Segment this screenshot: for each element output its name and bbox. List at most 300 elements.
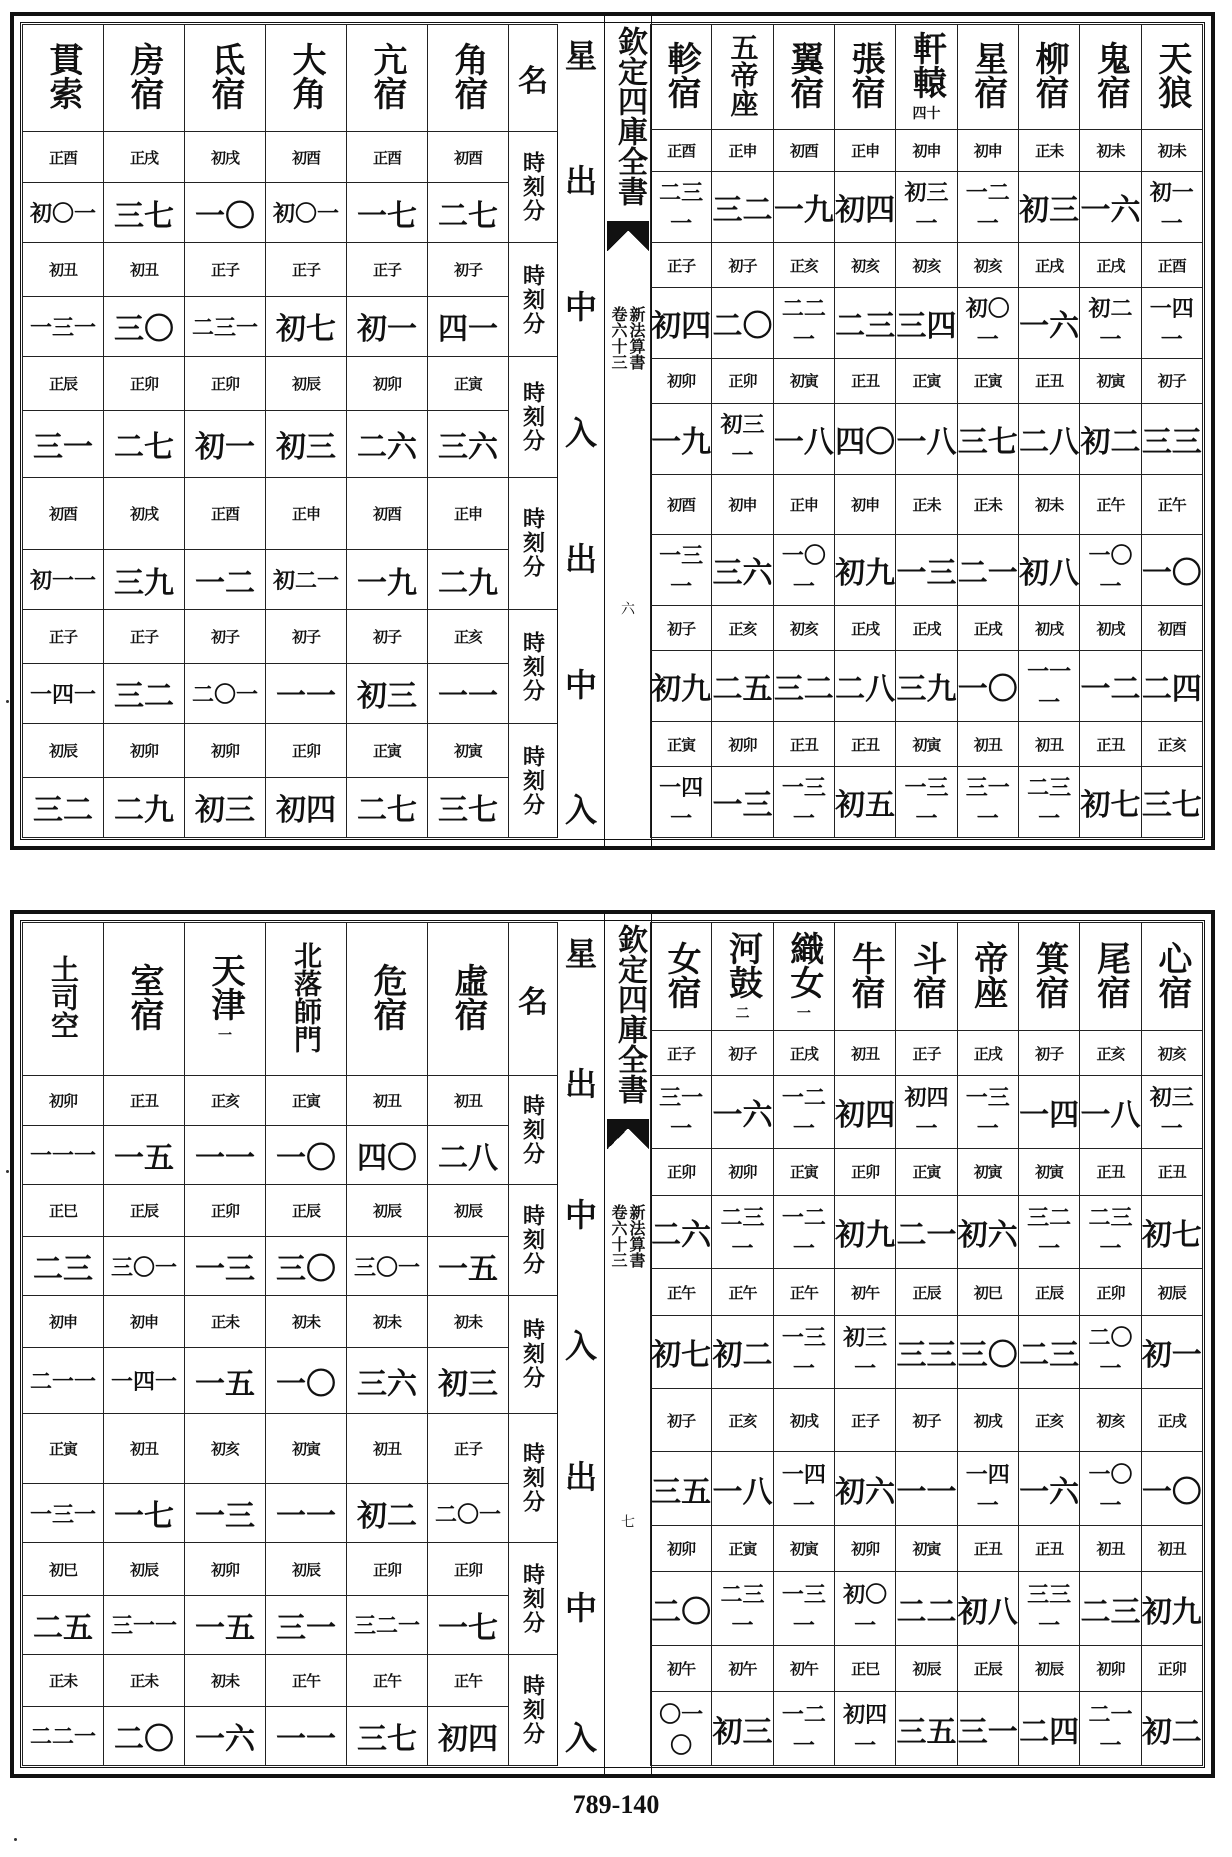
- unit-label: 時刻分: [509, 357, 558, 478]
- unit-label: 時刻分: [509, 1184, 558, 1295]
- table-row: [651, 243, 1203, 288]
- value-cell: 初二一: [1080, 288, 1141, 359]
- phase-lower-2: 入: [564, 791, 597, 830]
- star-name: [266, 25, 347, 132]
- branch-cell: 正子: [834, 1389, 895, 1452]
- table-row: [651, 1269, 1203, 1316]
- value-cell: 三〇: [266, 1237, 347, 1296]
- branch-cell: 正亥: [1141, 722, 1202, 767]
- table-row: [651, 172, 1203, 243]
- star-name: [428, 25, 509, 132]
- branch-cell: 正戌: [896, 606, 957, 651]
- table-row: [23, 477, 605, 549]
- value-cell: 四〇: [834, 403, 895, 474]
- branch-cell: 初卯: [834, 1525, 895, 1572]
- star-name: [1141, 923, 1202, 1031]
- table-row: [23, 357, 605, 411]
- branch-cell: 正卯: [185, 357, 266, 411]
- value-cell: 初四: [428, 1706, 509, 1765]
- branch-cell: 初申: [896, 129, 957, 172]
- branch-cell: 初辰: [428, 1184, 509, 1236]
- value-cell: 一三: [896, 535, 957, 606]
- value-cell: 一九: [773, 172, 834, 243]
- branch-cell: 正丑: [773, 722, 834, 767]
- table-row: [651, 1389, 1203, 1452]
- branch-cell: 初午: [651, 1645, 712, 1692]
- branch-cell: 初酉: [1141, 606, 1202, 651]
- value-cell: 初三: [712, 1692, 773, 1766]
- branch-cell: 正子: [23, 610, 104, 664]
- branch-cell: 初亥: [1080, 1389, 1141, 1452]
- phase-upper-0: 出: [564, 162, 597, 201]
- star-name-text: 牛宿: [845, 940, 886, 1009]
- value-cell: 初九: [834, 535, 895, 606]
- branch-cell: 正未: [1018, 129, 1079, 172]
- value-cell: 三五: [651, 1452, 712, 1525]
- unit-label: 時刻分: [509, 610, 558, 724]
- star-header: 星: [564, 934, 597, 973]
- value-cell: 一〇: [185, 183, 266, 243]
- value-cell: 一二: [185, 549, 266, 609]
- unit-label: 時刻分: [509, 1076, 558, 1185]
- branch-cell: 初寅: [1080, 358, 1141, 403]
- branch-cell: 初辰: [266, 1543, 347, 1595]
- table-row: [651, 767, 1203, 838]
- value-cell: 二八: [428, 1125, 509, 1184]
- branch-cell: 正子: [651, 243, 712, 288]
- table-row: [651, 923, 1203, 1031]
- unit-label: 時刻分: [509, 1296, 558, 1414]
- top-right-half: [650, 16, 1211, 846]
- branch-cell: 正午: [651, 1269, 712, 1316]
- branch-cell: 初辰: [1141, 1269, 1202, 1316]
- unit-label: 時刻分: [509, 1654, 558, 1765]
- unit-label: 時刻分: [509, 477, 558, 610]
- value-cell: 一〇一: [773, 535, 834, 606]
- branch-cell: 正寅: [23, 1413, 104, 1484]
- table-row: [23, 1654, 605, 1706]
- value-cell: 初二一: [266, 549, 347, 609]
- branch-cell: 初丑: [104, 243, 185, 297]
- value-cell: 三一: [266, 1595, 347, 1654]
- phase-column: [558, 25, 605, 838]
- branch-cell: 初巳: [957, 1269, 1018, 1316]
- value-cell: 初〇一: [834, 1572, 895, 1645]
- value-cell: 四一: [428, 296, 509, 356]
- table-row: [651, 474, 1203, 535]
- value-cell: 初二: [1080, 403, 1141, 474]
- top-margin-book: 新法算書: [627, 306, 646, 370]
- bottom-right-half: [650, 914, 1211, 1774]
- star-magnitude: 二: [735, 1005, 750, 1022]
- top-margin-title: 欽定四庫全書: [612, 26, 647, 206]
- bottom-page: [10, 910, 1215, 1778]
- star-name: [185, 25, 266, 132]
- branch-cell: 正子: [651, 1031, 712, 1075]
- value-cell: 二〇一: [428, 1484, 509, 1543]
- branch-cell: 正丑: [104, 1076, 185, 1126]
- branch-cell: 正子: [266, 243, 347, 297]
- phase-lower-0: 出: [564, 539, 597, 578]
- star-name-text: 氐宿: [205, 42, 245, 111]
- star-magnitude: 一: [218, 1028, 232, 1045]
- branch-cell: 初卯: [1080, 1645, 1141, 1692]
- value-cell: 三一一: [104, 1595, 185, 1654]
- value-cell: 二七: [104, 410, 185, 477]
- value-cell: 初三: [185, 777, 266, 837]
- value-cell: 一二一: [773, 1195, 834, 1268]
- branch-cell: 正丑: [1018, 358, 1079, 403]
- branch-cell: 初酉: [23, 477, 104, 549]
- value-cell: 一六: [1018, 1452, 1079, 1525]
- value-cell: 一三一: [23, 1484, 104, 1543]
- unit-label: 時刻分: [509, 1413, 558, 1543]
- bottom-fishtail-icon: [607, 1119, 649, 1149]
- value-cell: 一五: [104, 1125, 185, 1184]
- value-cell: 一六: [1080, 172, 1141, 243]
- value-cell: 三二: [23, 777, 104, 837]
- branch-cell: 初子: [1141, 358, 1202, 403]
- bottom-right-table: [650, 922, 1203, 1766]
- star-name-text: 女宿: [661, 940, 702, 1009]
- value-cell: 初一: [347, 296, 428, 356]
- value-cell: 〇一〇: [651, 1692, 712, 1766]
- value-cell: 初一一: [1141, 172, 1202, 243]
- star-name-text: 房宿: [124, 42, 164, 111]
- branch-cell: 初未: [185, 1654, 266, 1706]
- value-cell: 初四: [266, 777, 347, 837]
- table-row: [23, 132, 605, 183]
- stray-mark: [6, 700, 9, 703]
- branch-cell: 正卯: [1141, 1645, 1202, 1692]
- phase-upper-1: 中: [564, 288, 597, 327]
- star-name: [428, 923, 509, 1076]
- value-cell: 三六: [428, 410, 509, 477]
- value-cell: 初六: [957, 1195, 1018, 1268]
- value-cell: 初三: [428, 1348, 509, 1413]
- branch-cell: 初丑: [23, 243, 104, 297]
- branch-cell: 正卯: [185, 1184, 266, 1236]
- value-cell: 二七: [347, 777, 428, 837]
- star-name: [957, 25, 1018, 130]
- table-row: [23, 724, 605, 778]
- value-cell: 三一: [957, 1692, 1018, 1766]
- branch-cell: 正戌: [1018, 243, 1079, 288]
- value-cell: 一三一: [773, 767, 834, 838]
- branch-cell: 正巳: [23, 1184, 104, 1236]
- branch-cell: 正丑: [834, 722, 895, 767]
- value-cell: 一八: [896, 403, 957, 474]
- star-name-text: 河鼓: [722, 930, 763, 999]
- value-cell: 初二: [347, 1484, 428, 1543]
- star-name-text: 柳宿: [1029, 40, 1070, 109]
- branch-cell: 正亥: [1080, 1031, 1141, 1075]
- branch-cell: 初午: [712, 1645, 773, 1692]
- value-cell: 初四一: [834, 1692, 895, 1766]
- value-cell: 一三一: [651, 535, 712, 606]
- branch-cell: 初戌: [1018, 606, 1079, 651]
- branch-cell: 正丑: [1018, 1525, 1079, 1572]
- branch-cell: 初寅: [896, 1525, 957, 1572]
- value-cell: 三九: [896, 651, 957, 722]
- phase-upper-2: 入: [564, 413, 597, 452]
- value-cell: 二九: [428, 549, 509, 609]
- value-cell: 二〇: [651, 1572, 712, 1645]
- value-cell: 二五: [712, 651, 773, 722]
- value-cell: 初七: [266, 296, 347, 356]
- branch-cell: 初丑: [1141, 1525, 1202, 1572]
- branch-cell: 正丑: [1141, 1149, 1202, 1196]
- value-cell: 一三一: [957, 1075, 1018, 1148]
- value-cell: 二三: [23, 1237, 104, 1296]
- value-cell: 一一: [185, 1125, 266, 1184]
- table-row: [23, 25, 605, 132]
- bottom-margin-book: 新法算書: [627, 1204, 646, 1268]
- branch-cell: 正亥: [428, 610, 509, 664]
- branch-cell: 初卯: [651, 1525, 712, 1572]
- value-cell: 二八: [834, 651, 895, 722]
- value-cell: 二三一: [185, 296, 266, 356]
- bottom-margin-volume: 卷六十三: [609, 1204, 628, 1268]
- star-name: [651, 25, 712, 130]
- star-name: [1018, 923, 1079, 1031]
- branch-cell: 正午: [1141, 474, 1202, 535]
- value-cell: 三二: [712, 172, 773, 243]
- star-name-text: 軒轅: [906, 30, 947, 99]
- branch-cell: 正午: [773, 1269, 834, 1316]
- branch-cell: 正申: [266, 477, 347, 549]
- branch-cell: 初亥: [1141, 1031, 1202, 1075]
- value-cell: 初三一: [1141, 1075, 1202, 1148]
- value-cell: 初二: [712, 1315, 773, 1388]
- branch-cell: 初戌: [1080, 606, 1141, 651]
- branch-cell: 初寅: [773, 1525, 834, 1572]
- value-cell: 三〇一: [347, 1237, 428, 1296]
- table-row: [651, 1645, 1203, 1692]
- branch-cell: 初午: [834, 1269, 895, 1316]
- branch-cell: 正亥: [773, 243, 834, 288]
- branch-cell: 正未: [896, 474, 957, 535]
- value-cell: 二八: [1018, 403, 1079, 474]
- branch-cell: 正酉: [651, 129, 712, 172]
- phase-column: [558, 923, 605, 1766]
- value-cell: 初九: [651, 651, 712, 722]
- value-cell: 一〇: [1141, 1452, 1202, 1525]
- value-cell: 初八: [1018, 535, 1079, 606]
- value-cell: 一四一: [651, 767, 712, 838]
- branch-cell: 正酉: [347, 132, 428, 183]
- value-cell: 初三一: [834, 1315, 895, 1388]
- value-cell: 三七: [428, 777, 509, 837]
- value-cell: 一〇一: [1080, 1452, 1141, 1525]
- value-cell: 三二: [104, 663, 185, 723]
- value-cell: 二六: [347, 410, 428, 477]
- star-name-text: 天津: [205, 953, 245, 1022]
- value-cell: 一八: [712, 1452, 773, 1525]
- star-name: [651, 923, 712, 1031]
- star-name: [712, 923, 773, 1031]
- branch-cell: 初酉: [347, 477, 428, 549]
- top-left-half: [14, 16, 604, 846]
- star-name-text: 斗宿: [906, 940, 947, 1009]
- branch-cell: 初未: [428, 1296, 509, 1348]
- value-cell: 三五: [896, 1692, 957, 1766]
- branch-cell: 初未: [1080, 129, 1141, 172]
- value-cell: 二三一: [712, 1572, 773, 1645]
- value-cell: 初七: [1141, 1195, 1202, 1268]
- branch-cell: 正寅: [957, 358, 1018, 403]
- value-cell: 一三: [712, 767, 773, 838]
- value-cell: 二三: [834, 288, 895, 359]
- branch-cell: 正戌: [957, 606, 1018, 651]
- value-cell: 一五: [185, 1595, 266, 1654]
- value-cell: 一一: [266, 663, 347, 723]
- value-cell: 三三: [1141, 403, 1202, 474]
- value-cell: 二四: [1018, 1692, 1079, 1766]
- star-name: [347, 923, 428, 1076]
- star-name-text: 星宿: [967, 40, 1008, 109]
- value-cell: 初四: [651, 288, 712, 359]
- table-row: [651, 1149, 1203, 1196]
- star-name-text: 土司空: [47, 955, 80, 1040]
- value-cell: 三〇一: [104, 1237, 185, 1296]
- table-row: [651, 535, 1203, 606]
- value-cell: 一〇: [957, 651, 1018, 722]
- branch-cell: 正卯: [712, 358, 773, 403]
- branch-cell: 正寅: [896, 358, 957, 403]
- value-cell: 一四一: [773, 1452, 834, 1525]
- bottom-left-table: [22, 922, 604, 1766]
- value-cell: 三二一: [347, 1595, 428, 1654]
- star-name: [896, 923, 957, 1031]
- value-cell: 一三一: [896, 767, 957, 838]
- branch-cell: 正未: [23, 1654, 104, 1706]
- value-cell: 三七: [1141, 767, 1202, 838]
- value-cell: 三七: [957, 403, 1018, 474]
- name-header: 名: [509, 25, 558, 132]
- branch-cell: 正戌: [1080, 243, 1141, 288]
- branch-cell: 正丑: [1080, 1149, 1141, 1196]
- value-cell: 初二: [1141, 1692, 1202, 1766]
- value-cell: 初〇一: [957, 288, 1018, 359]
- value-cell: 二一: [896, 1195, 957, 1268]
- star-name: [896, 25, 957, 130]
- branch-cell: 初辰: [896, 1645, 957, 1692]
- star-name-text: 五帝座: [726, 32, 760, 117]
- branch-cell: 正午: [428, 1654, 509, 1706]
- table-row: [651, 651, 1203, 722]
- branch-cell: 初丑: [957, 722, 1018, 767]
- branch-cell: 初子: [712, 1031, 773, 1075]
- branch-cell: 初戌: [957, 1389, 1018, 1452]
- branch-cell: 初寅: [1018, 1149, 1079, 1196]
- branch-cell: 正未: [185, 1296, 266, 1348]
- star-name-text: 尾宿: [1090, 940, 1131, 1009]
- branch-cell: 正酉: [1141, 243, 1202, 288]
- stray-mark: [14, 1838, 17, 1841]
- branch-cell: 初卯: [23, 1076, 104, 1126]
- star-name-text: 大角: [286, 42, 326, 111]
- table-row: [651, 1692, 1203, 1766]
- value-cell: 一四一: [23, 663, 104, 723]
- value-cell: 一四一: [104, 1348, 185, 1413]
- table-row: [23, 923, 605, 1076]
- star-name: [1080, 25, 1141, 130]
- branch-cell: 初辰: [104, 1543, 185, 1595]
- branch-cell: 初子: [896, 1389, 957, 1452]
- value-cell: 初三: [1018, 172, 1079, 243]
- branch-cell: 初子: [651, 1389, 712, 1452]
- value-cell: 一一: [428, 663, 509, 723]
- branch-cell: 正戌: [957, 1031, 1018, 1075]
- value-cell: 一二一: [773, 1692, 834, 1766]
- table-row: [651, 1452, 1203, 1525]
- table-row: [651, 1525, 1203, 1572]
- value-cell: 初三: [266, 410, 347, 477]
- star-name-text: 鬼宿: [1090, 40, 1131, 109]
- value-cell: 初三: [347, 663, 428, 723]
- top-margin-page-number: 六: [619, 601, 635, 615]
- value-cell: 三七: [347, 1706, 428, 1765]
- branch-cell: 初寅: [428, 724, 509, 778]
- table-row: [651, 1195, 1203, 1268]
- branch-cell: 正申: [428, 477, 509, 549]
- branch-cell: 正子: [185, 243, 266, 297]
- value-cell: 初八: [957, 1572, 1018, 1645]
- value-cell: 一一一: [1018, 651, 1079, 722]
- branch-cell: 正辰: [1018, 1269, 1079, 1316]
- bottom-margin-subtitle: [609, 1204, 645, 1268]
- value-cell: 三七: [104, 183, 185, 243]
- value-cell: 初七: [651, 1315, 712, 1388]
- branch-cell: 初未: [1018, 474, 1079, 535]
- branch-cell: 初酉: [428, 132, 509, 183]
- value-cell: 三六: [347, 1348, 428, 1413]
- branch-cell: 初子: [1018, 1031, 1079, 1075]
- star-name-text: 亢宿: [367, 42, 407, 111]
- value-cell: 三九: [104, 549, 185, 609]
- branch-cell: 初子: [651, 606, 712, 651]
- star-name-text: 危宿: [367, 963, 407, 1032]
- name-header: 名: [509, 923, 558, 1076]
- branch-cell: 正卯: [347, 1543, 428, 1595]
- branch-cell: 正未: [104, 1654, 185, 1706]
- value-cell: 一五: [428, 1237, 509, 1296]
- value-cell: 二三一: [1018, 767, 1079, 838]
- branch-cell: 初辰: [347, 1184, 428, 1236]
- branch-cell: 正子: [347, 243, 428, 297]
- star-name-text: 北落師門: [290, 941, 323, 1054]
- value-cell: 一六: [712, 1075, 773, 1148]
- value-cell: 二〇一: [1080, 1315, 1141, 1388]
- value-cell: 初一: [185, 410, 266, 477]
- branch-cell: 初卯: [712, 722, 773, 767]
- value-cell: 一一: [266, 1484, 347, 1543]
- branch-cell: 正卯: [834, 1149, 895, 1196]
- branch-cell: 正寅: [428, 357, 509, 411]
- branch-cell: 初寅: [896, 722, 957, 767]
- value-cell: 二三一: [712, 1195, 773, 1268]
- bottom-margin-page-number: 七: [619, 1514, 635, 1528]
- value-cell: 二六: [651, 1195, 712, 1268]
- bottom-center-margin: [604, 914, 652, 1774]
- branch-cell: 正卯: [104, 357, 185, 411]
- value-cell: 初〇一: [266, 183, 347, 243]
- branch-cell: 正未: [957, 474, 1018, 535]
- value-cell: 二三一: [1080, 1195, 1141, 1268]
- value-cell: 二二一: [23, 1706, 104, 1765]
- branch-cell: 初午: [773, 1645, 834, 1692]
